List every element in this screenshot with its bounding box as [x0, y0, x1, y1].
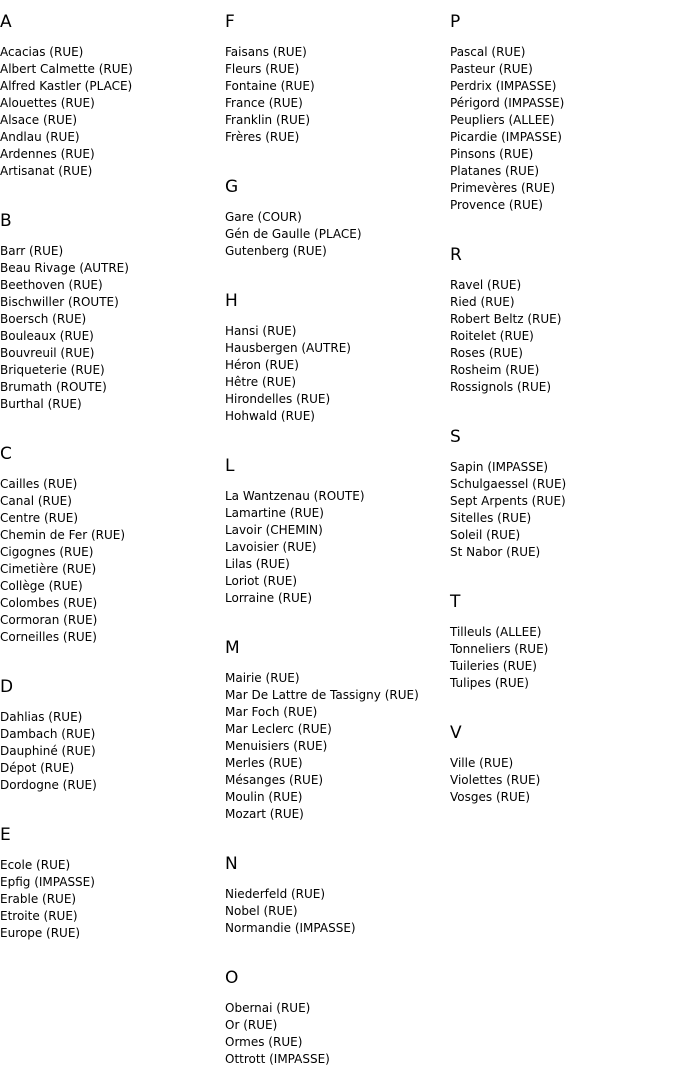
street-entry: Hausbergen (AUTRE): [225, 341, 351, 355]
street-entry: Canal (RUE): [0, 494, 72, 508]
street-entry: Or (RUE): [225, 1018, 278, 1032]
street-entry: Dordogne (RUE): [0, 778, 97, 792]
street-entry: Barr (RUE): [0, 244, 64, 258]
street-entry: Hêtre (RUE): [225, 375, 297, 389]
street-entry: Epfig (IMPASSE): [0, 875, 95, 889]
letter-section: [225, 12, 450, 165]
street-entry: Roitelet (RUE): [450, 329, 534, 343]
street-entry: Cigognes (RUE): [0, 545, 94, 559]
section-spacer: [225, 607, 450, 626]
street-entry: Franklin (RUE): [225, 113, 311, 127]
section-letter-heading: A: [0, 12, 12, 32]
street-entry: Perdrix (IMPASSE): [450, 79, 557, 93]
street-entry: Hohwald (RUE): [225, 409, 315, 423]
street-entry: Artisanat (RUE): [0, 164, 93, 178]
street-entry: Cimetière (RUE): [0, 562, 97, 576]
street-entry: Ottrott (IMPASSE): [225, 1052, 330, 1066]
letter-section: [225, 291, 450, 444]
letter-section: [450, 592, 675, 711]
street-entry: Mairie (RUE): [225, 671, 300, 685]
street-entry: Corneilles (RUE): [0, 630, 97, 644]
street-column-1: [0, 0, 225, 961]
section-spacer: [225, 260, 450, 279]
street-entry: France (RUE): [225, 96, 303, 110]
street-entry: Acacias (RUE): [0, 45, 84, 59]
street-entry: Alfred Kastler (PLACE): [0, 79, 133, 93]
street-entry: Nobel (RUE): [225, 904, 298, 918]
street-entry: Primevères (RUE): [450, 181, 556, 195]
street-entry: Ried (RUE): [450, 295, 515, 309]
street-entry: Lavoir (CHEMIN): [225, 523, 323, 537]
street-entry: Cormoran (RUE): [0, 613, 98, 627]
letter-section: [450, 245, 675, 415]
street-entry: Lilas (RUE): [225, 557, 290, 571]
section-letter-heading: F: [225, 12, 235, 32]
section-spacer: [0, 942, 225, 961]
section-letter-heading: C: [0, 444, 12, 464]
letter-section: [0, 444, 225, 665]
street-entry: Ormes (RUE): [225, 1035, 303, 1049]
letter-section: [0, 677, 225, 813]
street-entry: Chemin de Fer (RUE): [0, 528, 126, 542]
section-spacer: [450, 806, 675, 825]
street-entry: Normandie (IMPASSE): [225, 921, 356, 935]
street-entry: Rosheim (RUE): [450, 363, 540, 377]
section-spacer: [0, 413, 225, 432]
street-entry: Burthal (RUE): [0, 397, 82, 411]
section-letter-heading: M: [225, 638, 240, 658]
street-entry: Tuileries (RUE): [450, 659, 537, 673]
street-column-3: [450, 0, 675, 825]
section-letter-heading: H: [225, 291, 238, 311]
street-entry: Beethoven (RUE): [0, 278, 103, 292]
section-spacer: [450, 396, 675, 415]
street-entry: Boersch (RUE): [0, 312, 87, 326]
street-entry: Hirondelles (RUE): [225, 392, 331, 406]
street-entry: Sapin (IMPASSE): [450, 460, 549, 474]
street-entry: Ecole (RUE): [0, 858, 71, 872]
street-entry: Mar De Lattre de Tassigny (RUE): [225, 688, 419, 702]
street-entry: Merles (RUE): [225, 756, 303, 770]
section-spacer: [225, 146, 450, 165]
street-entry: Sitelles (RUE): [450, 511, 532, 525]
street-entry: Gutenberg (RUE): [225, 244, 327, 258]
letter-section: [450, 12, 675, 233]
street-entry: Violettes (RUE): [450, 773, 541, 787]
section-spacer: [450, 692, 675, 711]
street-entry: Moulin (RUE): [225, 790, 303, 804]
section-letter-heading: V: [450, 723, 462, 743]
street-entry: Bischwiller (ROUTE): [0, 295, 119, 309]
section-letter-heading: R: [450, 245, 462, 265]
street-entry: Beau Rivage (AUTRE): [0, 261, 129, 275]
street-entry: Sept Arpents (RUE): [450, 494, 566, 508]
street-entry: Bouvreuil (RUE): [0, 346, 95, 360]
street-entry: Dépot (RUE): [0, 761, 75, 775]
street-entry: Ardennes (RUE): [0, 147, 95, 161]
street-entry: Loriot (RUE): [225, 574, 298, 588]
street-entry: Dauphiné (RUE): [0, 744, 96, 758]
street-entry: Robert Beltz (RUE): [450, 312, 562, 326]
street-entry: Vosges (RUE): [450, 790, 531, 804]
letter-section: [0, 211, 225, 432]
section-spacer: [225, 823, 450, 842]
section-spacer: [225, 937, 450, 956]
street-entry: Colombes (RUE): [0, 596, 98, 610]
street-entry: Menuisiers (RUE): [225, 739, 328, 753]
street-entry: Tulipes (RUE): [450, 676, 529, 690]
street-entry: Albert Calmette (RUE): [0, 62, 133, 76]
letter-section: [0, 12, 225, 199]
street-entry: Héron (RUE): [225, 358, 299, 372]
section-letter-heading: P: [450, 12, 461, 32]
street-entry: Hansi (RUE): [225, 324, 297, 338]
letter-section: [225, 854, 450, 956]
street-entry: Gén de Gaulle (PLACE): [225, 227, 362, 241]
street-entry: Mésanges (RUE): [225, 773, 324, 787]
street-entry: Fleurs (RUE): [225, 62, 300, 76]
street-entry: Faisans (RUE): [225, 45, 307, 59]
letter-section: [450, 427, 675, 580]
street-entry: Tonneliers (RUE): [450, 642, 549, 656]
section-letter-heading: G: [225, 177, 239, 197]
street-entry: Platanes (RUE): [450, 164, 540, 178]
street-entry: Frères (RUE): [225, 130, 300, 144]
street-entry: Erable (RUE): [0, 892, 77, 906]
street-entry: Collège (RUE): [0, 579, 83, 593]
section-letter-heading: D: [0, 677, 14, 697]
street-entry: Tilleuls (ALLEE): [450, 625, 542, 639]
street-entry: Fontaine (RUE): [225, 79, 315, 93]
street-entry: Cailles (RUE): [0, 477, 78, 491]
street-entry: Centre (RUE): [0, 511, 79, 525]
street-entry: Andlau (RUE): [0, 130, 80, 144]
street-entry: Mar Leclerc (RUE): [225, 722, 332, 736]
letter-section: [225, 456, 450, 626]
section-letter-heading: L: [225, 456, 235, 476]
street-entry: Brumath (ROUTE): [0, 380, 107, 394]
street-entry: Lamartine (RUE): [225, 506, 324, 520]
street-entry: La Wantzenau (ROUTE): [225, 489, 365, 503]
street-entry: Dahlias (RUE): [0, 710, 83, 724]
section-letter-heading: S: [450, 427, 461, 447]
letter-section: [225, 638, 450, 842]
street-entry: Peupliers (ALLEE): [450, 113, 555, 127]
street-entry: Lorraine (RUE): [225, 591, 313, 605]
street-entry: Schulgaessel (RUE): [450, 477, 567, 491]
letter-section: [225, 177, 450, 279]
street-entry: St Nabor (RUE): [450, 545, 541, 559]
street-entry: Roses (RUE): [450, 346, 523, 360]
section-letter-heading: E: [0, 825, 11, 845]
section-spacer: [450, 561, 675, 580]
street-entry: Lavoisier (RUE): [225, 540, 317, 554]
street-entry: Provence (RUE): [450, 198, 543, 212]
street-entry: Pasteur (RUE): [450, 62, 533, 76]
street-entry: Gare (COUR): [225, 210, 302, 224]
street-entry: Ville (RUE): [450, 756, 514, 770]
letter-section: [0, 825, 225, 961]
street-entry: Soleil (RUE): [450, 528, 521, 542]
letter-section: [450, 723, 675, 825]
letter-section: [225, 968, 450, 1087]
street-entry: Mar Foch (RUE): [225, 705, 318, 719]
street-entry: Obernai (RUE): [225, 1001, 311, 1015]
street-entry: Rossignols (RUE): [450, 380, 552, 394]
section-spacer: [225, 425, 450, 444]
street-entry: Niederfeld (RUE): [225, 887, 326, 901]
section-letter-heading: B: [0, 211, 12, 231]
section-spacer: [0, 646, 225, 665]
section-spacer: [225, 1068, 450, 1087]
section-letter-heading: O: [225, 968, 239, 988]
street-entry: Mozart (RUE): [225, 807, 304, 821]
street-entry: Europe (RUE): [0, 926, 81, 940]
street-entry: Dambach (RUE): [0, 727, 96, 741]
street-entry: Ravel (RUE): [450, 278, 522, 292]
street-entry: Picardie (IMPASSE): [450, 130, 562, 144]
street-entry: Pinsons (RUE): [450, 147, 534, 161]
street-entry: Périgord (IMPASSE): [450, 96, 565, 110]
section-letter-heading: N: [225, 854, 238, 874]
section-spacer: [450, 214, 675, 233]
street-entry: Alouettes (RUE): [0, 96, 95, 110]
street-entry: Alsace (RUE): [0, 113, 78, 127]
street-entry: Bouleaux (RUE): [0, 329, 94, 343]
section-letter-heading: T: [450, 592, 461, 612]
street-entry: Etroite (RUE): [0, 909, 78, 923]
street-entry: Briqueterie (RUE): [0, 363, 105, 377]
section-spacer: [0, 794, 225, 813]
street-entry: Pascal (RUE): [450, 45, 526, 59]
street-column-2: [225, 0, 450, 1087]
section-spacer: [0, 180, 225, 199]
